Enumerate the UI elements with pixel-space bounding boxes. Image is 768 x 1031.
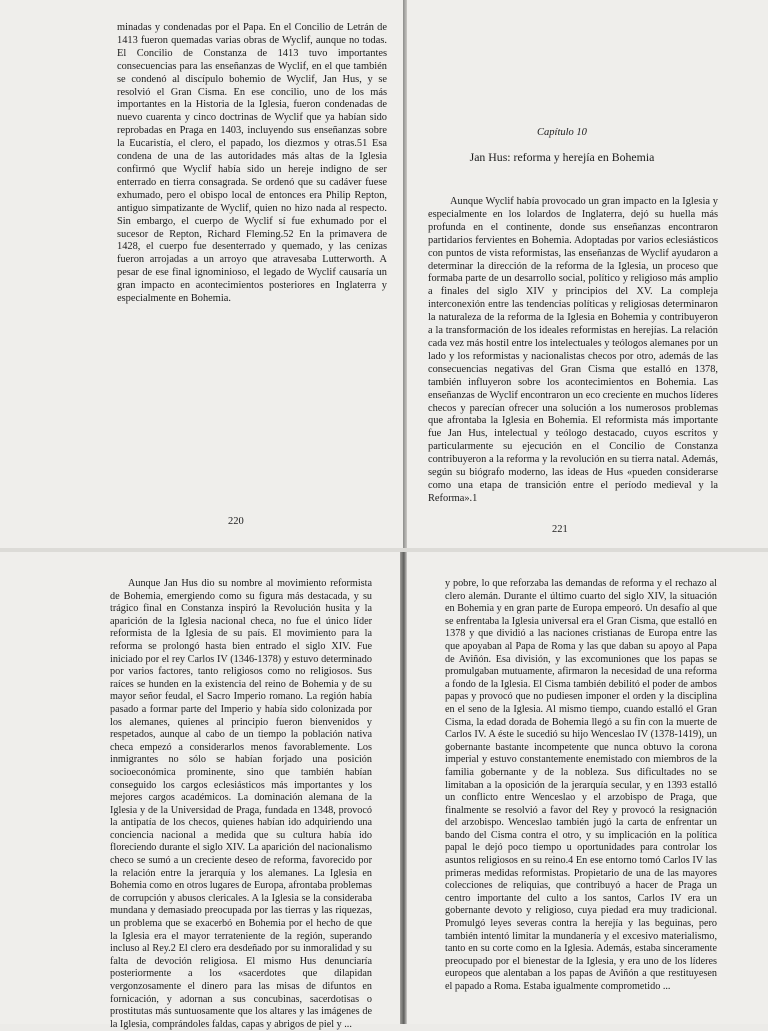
chapter-label: Capítulo 10	[537, 127, 587, 138]
top-right-page	[407, 0, 768, 548]
body-paragraph: Aunque Wyclif había provocado un gran impacto en la Iglesia y especialmente en los lolardos de Inglaterra, dejó su huella más profunda en el continente, donde sus enseñanzas encontraron partidarios fervientes en Bohemia. Adoptadas por varios eclesiásticos con puntos de vista reformistas, las enseñanzas de Wyclif ayudaron a determinar la dirección de la reforma de la Iglesia, un proceso que formaba parte de un desarrollo social, político y religioso más amplio a finales del siglo XIV y principios del XV. La compleja interconexión entre las tendencias políticas y religiosas determinaron la naturaleza de la reforma de la Iglesia en Bohemia y contribuyeron a la transformación de los ideales reformistas en herejías. La relación cada vez más hostil entre los intelectuales y teólogos alemanes por un lado y los reformistas y nacionalistas checos por otro, además de las consecuencias negativas del Gran Cisma que estalló en 1378, también influyeron sobre los acontecimientos en Bohemia. Las enseñanzas de Wyclif encontraron un eco creciente en muchos líderes checos y parecían ofrecer una solución a los numerosos problemas que afrontaba la Iglesia en Bohemia. El reformista más importante fue Jan Hus, intelectual y teólogo destacado, cuyos escritos y particularmente su ejecución en el Concilio de Constanza contribuyeron a la reforma y la revolución en su tierra natal. Además, según su biógrafo moderno, las ideas de Hus «pueden considerarse como una etapa de transición entre el período medieval y la Reforma».1	[428, 196, 718, 504]
top-left-page	[0, 0, 403, 548]
body-paragraph: minadas y condenadas por el Papa. En el Concilio de Letrán de 1413 fueron quemadas varias obras de Wyclif, aunque no todas. El Concilio de Constanza de 1413 tuvo importantes consecuencias para las enseñanzas de Wyclif, en el que también se condenó al discípulo bohemio de Wyclif, Jan Hus, y se resolvió el Gran Cisma. En ese concilio, uno de los más importantes en la Historia de la Iglesia, fueron condenadas de nuevo cuarenta y cinco doctrinas de Wyclif que ya habían sido reprobadas en Praga en 1403, incluyendo sus enseñanzas sobre la Eucaristía, el clero, el papado, los diezmos y otras.51 Esa condena de una de las autoridades más altas de la Iglesia confirmó que Wyclif había sido un hereje indigno de ser enterrado en tierra consagrada. Se ordenó que su cadáver fuese exhumado, pero el obispo local de entonces era Philip Repton, antiguo simpatizante de Wyclif, quien no hizo nada al respecto. Sin embargo, el cuerpo de Wyclif sí fue exhumado por el sucesor de Repton, Richard Fleming.52 En la primavera de 1428, el cuerpo fue desenterrado y quemado, y las cenizas fueron arrojadas a un arroyo que atravesaba Lutterworth. A pesar de ese final ignominioso, el legado de Wyclif causaría un gran impacto en acontecimientos posteriores en Inglaterra y especialmente en Bohemia.	[117, 22, 387, 305]
page-number: 221	[552, 524, 568, 535]
chapter-title: Jan Hus: reforma y herejía en Bohemia	[469, 150, 655, 164]
bottom-right-page	[407, 552, 768, 1024]
page-number: 220	[228, 516, 244, 527]
body-paragraph: y pobre, lo que reforzaba las demandas de reforma y el rechazo al clero alemán. Durante el último cuarto del siglo XIV, la situación en Bohemia y en gran parte de Europa empeoró. Un desafío al que se enfrentaba la Iglesia universal era el Gran Cisma, que estalló en 1378 y que dividió a las naciones cristianas de Europa entre las que apoyaban al Papa de Roma y las que daban su apoyo al Papa de Aviñón. Esa división, y las excomuniones que los papas se promulgaban mutuamente, afirmaron la necesidad de una reforma a fondo de la Iglesia. El Cisma también debilitó el poder de ambos papas y provocó que no pudiesen imponer el orden y la disciplina en el seno de la Iglesia. Al mismo tiempo, cuando estalló el Gran Cisma, la edad dorada de Bohemia llegó a su fin con la muerte de Carlos IV. A éste le sucedió su hijo Wenceslao IV (1378-1419), un gobernante bastante incompetente que nunca obtuvo la corona imperial y estuvo constantemente enemistado con miembros de la familia gobernante y de la nobleza. Sus dificultades no se limitaban a la oposición de la jerarquía secular, y en 1393 estalló un conflicto entre Wenceslao y el arzobispo de Praga, que finalmente se resolvió a favor del Rey y provocó la resignación del arzobispo. Wenceslao también jugó la carta de enfrentar un bando del Cisma contra el otro, y su implicación en la política papal le dejó poco tiempo u oportunidades para controlar los asuntos religiosos en su reino.4 En ese entorno tomó Carlos IV las primeras medidas reformistas. Propietario de una de las mayores colecciones de reliquias, que contribuyó a hacer de Praga un centro importante del culto a los santos, Carlos IV era un gobernante devoto y religioso, cuya piedad era muy tradicional. Promulgó leyes severas contra la herejía y las beguinas, pero también intentó limitar la mundanería y el excesivo materialismo, tanto en su corte como en la Iglesia. Además, estaba sinceramente preocupado por el bienestar de la Iglesia, y era uno de los líderes europeos que alentaban a los papas de Aviñón a que restituyesen el papado a Roma. Estaba igualmente comprometido ...	[445, 578, 717, 992]
bottom-gutter-shadow	[400, 552, 407, 1024]
body-paragraph: Aunque Jan Hus dio su nombre al movimiento reformista de Bohemia, emergiendo como su figura más destacada, y su trágico final en Constanza inspiró la Revolución husita y la aparición de la Iglesia nacional checa, no fue el único líder reformista de la Iglesia de su país. El movimiento para la reforma se prolongó hasta bien entrado el siglo XIV. Fue iniciado por el rey Carlos IV (1346-1378) y estuvo determinado por varios factores, tanto religiosos como no religiosos. Sus raíces se hunden en la existencia del reino de Bohemia y de su mayor señor feudal, el Sacro Imperio romano. La región había pasado a formar parte del Imperio y había sido colonizada por los alemanes, quienes al principio fueron bienvenidos y respetados, aunque al cabo de un tiempo la población nativa checa empezó a considerarlos menos favorablemente. Los inmigrantes no sólo se habían forjado una posición socioeconómica prominente, sino que también habían conseguido los cargos eclesiásticos más importantes y los mejores cargos académicos. La dominación alemana de la Iglesia y de la Universidad de Praga, fundada en 1348, provocó la antipatía de los checos, quienes habían ido adquiriendo una conciencia nacional a medida que su cultura había ido floreciendo durante el siglo XIV. La aparición del nacionalismo checo se sumó a un creciente deseo de reforma, favorecido por la relación entre la jerarquía y los alemanes. La Iglesia en Bohemia como en otros lugares de Europa, afrontaba problemas de corrupción y abusos clericales. A la Iglesia se la consideraba mundana y demasiado preocupada por las tierras y las riquezas, un problema que se exacerbó en Bohemia por el hecho de que la Iglesia era el mayor terrateniente de la región, superando incluso al Rey.2 El clero era desdeñado por su inmoralidad y su falta de devoción religiosa. El mismo Hus denunciaría posteriormente a los «sacerdotes que dilapidan vergonzosamente el dinero para las misas de difuntos en fornicación, y adornan a sus concubinas, sacerdotisas o prostitutas más suntuosamente que los altares y las imágenes de la Iglesia, comprándoles faldas, capas y abrigos de piel y ...	[110, 578, 372, 1030]
bottom-left-page	[0, 552, 400, 1030]
